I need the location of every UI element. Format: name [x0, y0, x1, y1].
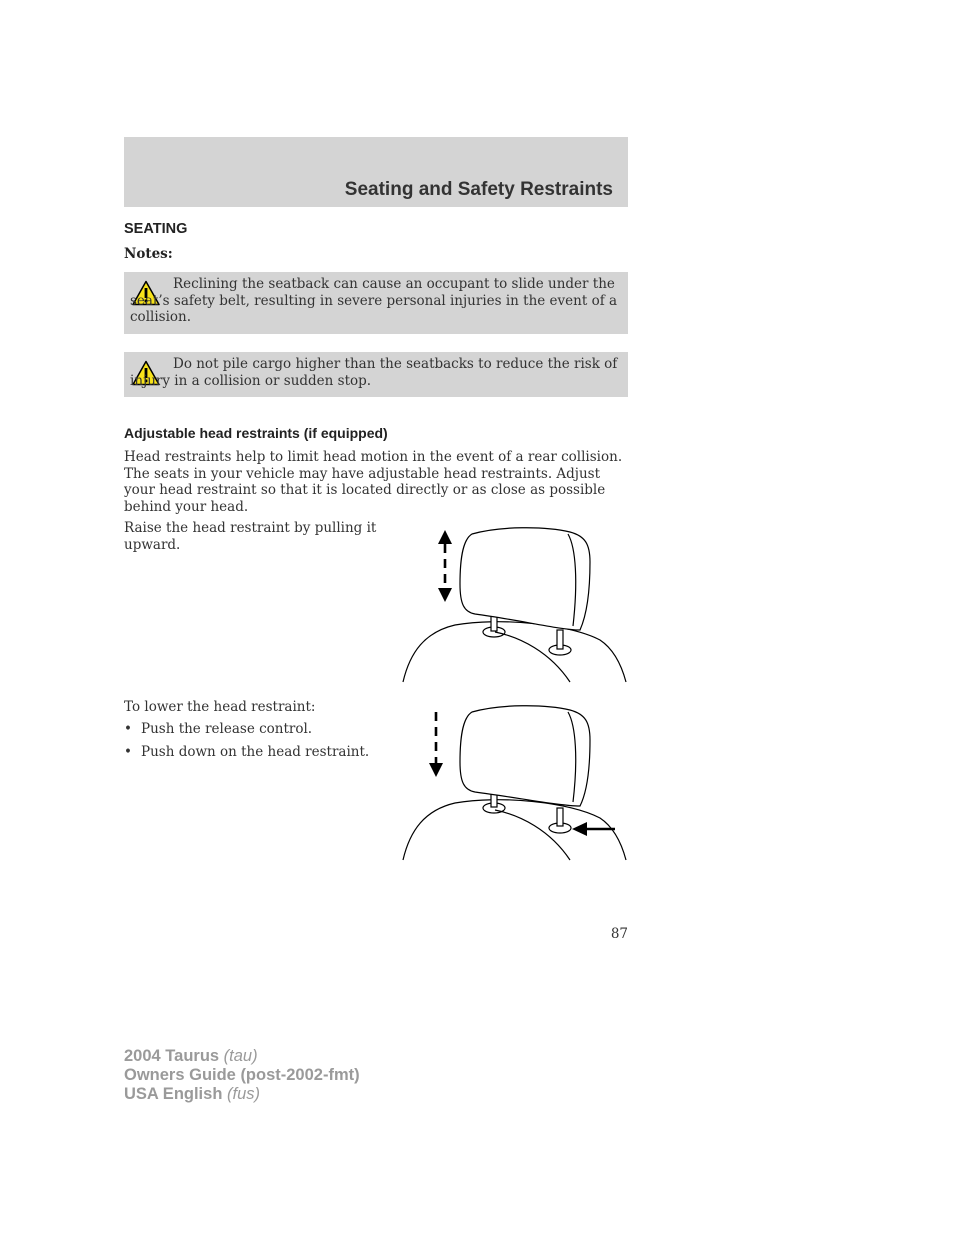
page-number: 87 [610, 926, 628, 942]
release-control-arrow-icon [572, 822, 615, 836]
list-item [124, 744, 394, 761]
footer-line-guide [124, 1066, 360, 1085]
step-push-down: Push down on the head restraint. [141, 744, 370, 760]
head-restraint-lower-illustration [400, 702, 630, 864]
footer-language: USA English [124, 1085, 223, 1103]
list-item [124, 721, 394, 738]
footer-model-code: (tau) [223, 1047, 258, 1065]
bullet-glyph: • [124, 721, 132, 737]
warning-box-recline [124, 272, 628, 334]
notes-label: Notes: [124, 246, 173, 262]
warning-text: Reclining the seatback can cause an occupant to slide under the seat’s safety belt, resulting in severe personal injuries in the event of a collision. [130, 276, 618, 325]
footer-line-language [124, 1085, 360, 1104]
footer-line-model [124, 1047, 360, 1066]
bullet-glyph: • [124, 744, 132, 760]
head-restraint-raise-illustration [400, 522, 630, 684]
raise-instruction: Raise the head restraint by pulling it upward. [124, 520, 377, 553]
up-down-arrow-icon [438, 530, 452, 602]
footer-model: 2004 Taurus [124, 1047, 220, 1065]
footer-guide: Owners Guide (post-2002-fmt) [124, 1066, 360, 1084]
chapter-title: Seating and Safety Restraints [344, 179, 613, 200]
document-footer [124, 1047, 360, 1104]
chapter-header-band [124, 137, 628, 207]
warning-box-cargo [124, 352, 628, 397]
intro-paragraph: Head restraints help to limit head motion in the event of a rear collision. The seats in your vehicle may have adjustable head restraints. Adjust your head restraint so that it is located directly or as close as possible behind your head. [124, 449, 623, 515]
lower-instruction: To lower the head restraint: [124, 699, 316, 715]
footer-language-code: (fus) [227, 1085, 260, 1103]
section-title: SEATING [124, 221, 188, 237]
step-release-control: Push the release control. [141, 721, 313, 737]
subsection-title: Adjustable head restraints (if equipped) [124, 425, 388, 441]
down-arrow-icon [429, 712, 443, 777]
warning-text: Do not pile cargo higher than the seatbacks to reduce the risk of injury in a collision or sudden stop. [130, 356, 618, 389]
